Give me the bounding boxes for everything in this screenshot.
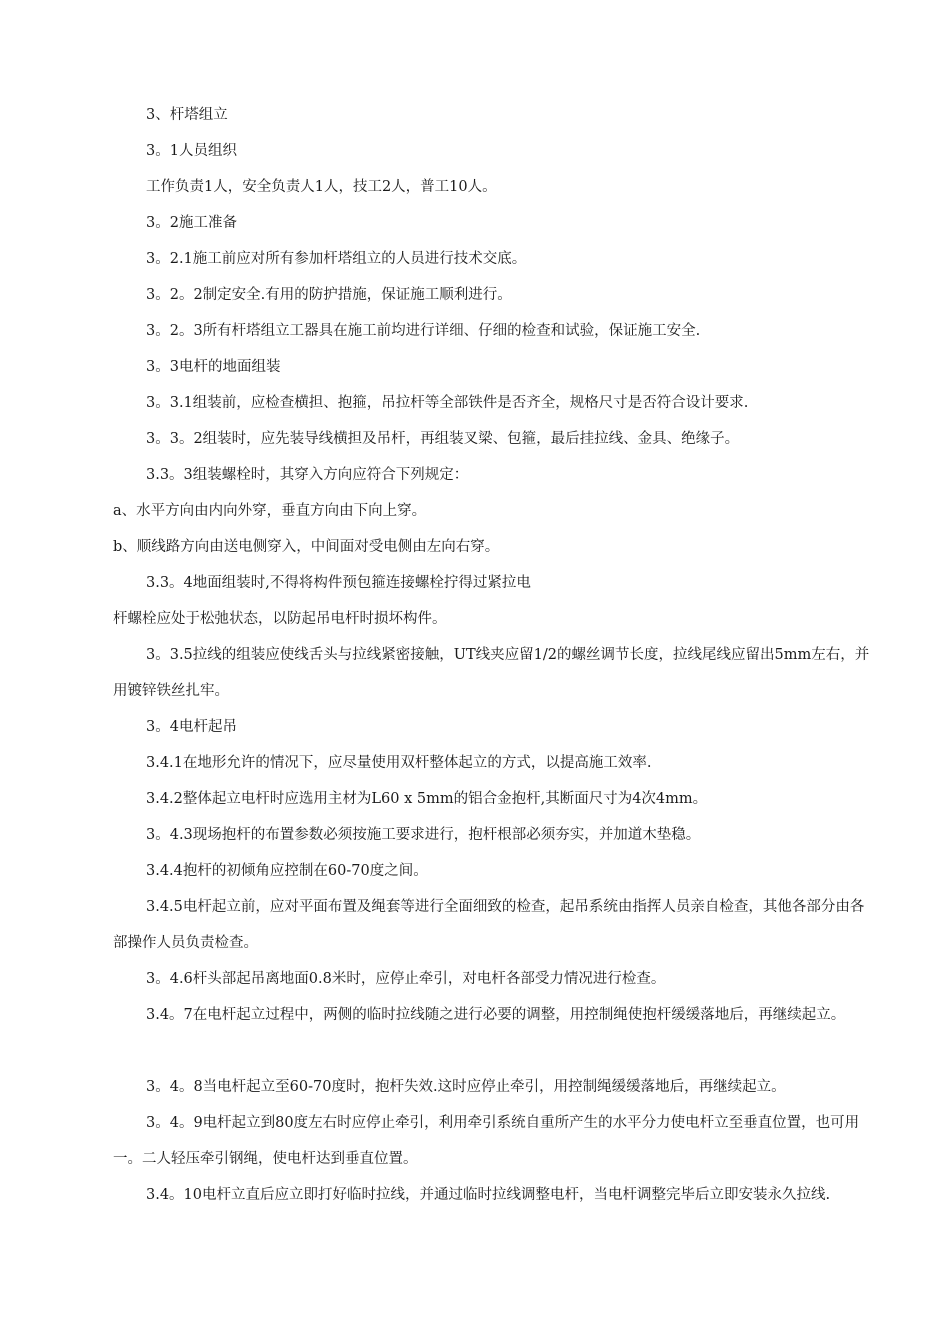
paragraph-continuation: 杆螺栓应处于松弛状态，以防起吊电杆时损坏构件。 <box>113 610 447 627</box>
paragraph: 3。3.5拉线的组装应使线舌头与拉线紧密接触，UT线夹应留1/2的螺丝调节长度，拉线尾线应留出5mm左右，并用镀锌铁丝扎牢。 <box>113 646 870 699</box>
paragraph: 3.4.1在地形允许的情况下，应尽量使用双杆整体起立的方式，以提高施工效率. <box>146 754 652 771</box>
list-item-b: b、顺线路方向由送电侧穿入，中间面对受电侧由左向右穿。 <box>113 538 500 555</box>
paragraph: 3。2.1施工前应对所有参加杆塔组立的人员进行技术交底。 <box>146 250 527 267</box>
paragraph: 3。3。2组装时，应先装导线横担及吊杆，再组装叉梁、包箍，最后挂拉线、金具、绝缘子。 <box>146 430 740 447</box>
paragraph: 工作负责1人，安全负责人1人，技工2人，普工10人。 <box>146 178 497 195</box>
paragraph: 3.4。7在电杆起立过程中，两侧的临时拉线随之进行必要的调整，用控制绳使抱杆缓缓落地后，再继续起立。 <box>146 1006 846 1023</box>
paragraph: 3。2。2制定安全.有用的防护措施，保证施工顺利进行。 <box>146 286 512 303</box>
paragraph: 3.3。4地面组装时,不得将构件预包箍连接螺栓拧得过紧拉电 <box>146 574 531 591</box>
paragraph: 3.4.5电杆起立前，应对平面布置及绳套等进行全面细致的检查，起吊系统由指挥人员亲自检查，其他各部分由各部操作人员负责检查。 <box>113 898 865 951</box>
paragraph: 3。4.6杆头部起吊离地面0.8米时，应停止牵引，对电杆各部受力情况进行检查。 <box>146 970 666 987</box>
section-heading-3: 3、杆塔组立 <box>146 106 228 123</box>
paragraph: 3。4.3现场抱杆的布置参数必须按施工要求进行，抱杆根部必须夯实，并加道木垫稳。 <box>146 826 701 843</box>
paragraph: 3。4。8当电杆起立至60-70度时，抱杆失效.这时应停止牵引，用控制绳缓缓落地后，再继续起立。 <box>146 1078 786 1095</box>
paragraph: 3。4。9电杆起立到80度左右时应停止牵引，利用牵引系统自重所产生的水平分力使电杆立至垂直位置，也可用一。二人轻压牵引钢绳，使电杆达到垂直位置。 <box>113 1114 860 1167</box>
list-item-a: a、水平方向由内向外穿，垂直方向由下向上穿。 <box>113 502 427 519</box>
subsection-heading-3-3: 3。3电杆的地面组装 <box>146 358 281 375</box>
subsection-heading-3-4: 3。4电杆起吊 <box>146 718 237 735</box>
paragraph: 3.4.2整体起立电杆时应选用主材为L60 x 5mm的铝合金抱杆,其断面尺寸为4次4mm。 <box>146 790 708 807</box>
paragraph: 3。2。3所有杆塔组立工器具在施工前均进行详细、仔细的检查和试验，保证施工安全. <box>146 322 701 339</box>
subsection-heading-3-1: 3。1人员组织 <box>146 142 237 159</box>
paragraph: 3.3。3组装螺栓时，其穿入方向应符合下列规定： <box>146 466 469 483</box>
paragraph: 3.4.4抱杆的初倾角应控制在60-70度之间。 <box>146 862 428 879</box>
paragraph: 3.4。10电杆立直后应立即打好临时拉线，并通过临时拉线调整电杆，当电杆调整完毕后立即安装永久拉线. <box>146 1186 831 1203</box>
paragraph: 3。3.1组装前，应检查横担、抱箍，吊拉杆等全部铁件是否齐全，规格尺寸是否符合设计要求. <box>146 394 749 411</box>
subsection-heading-3-2: 3。2施工准备 <box>146 214 237 231</box>
